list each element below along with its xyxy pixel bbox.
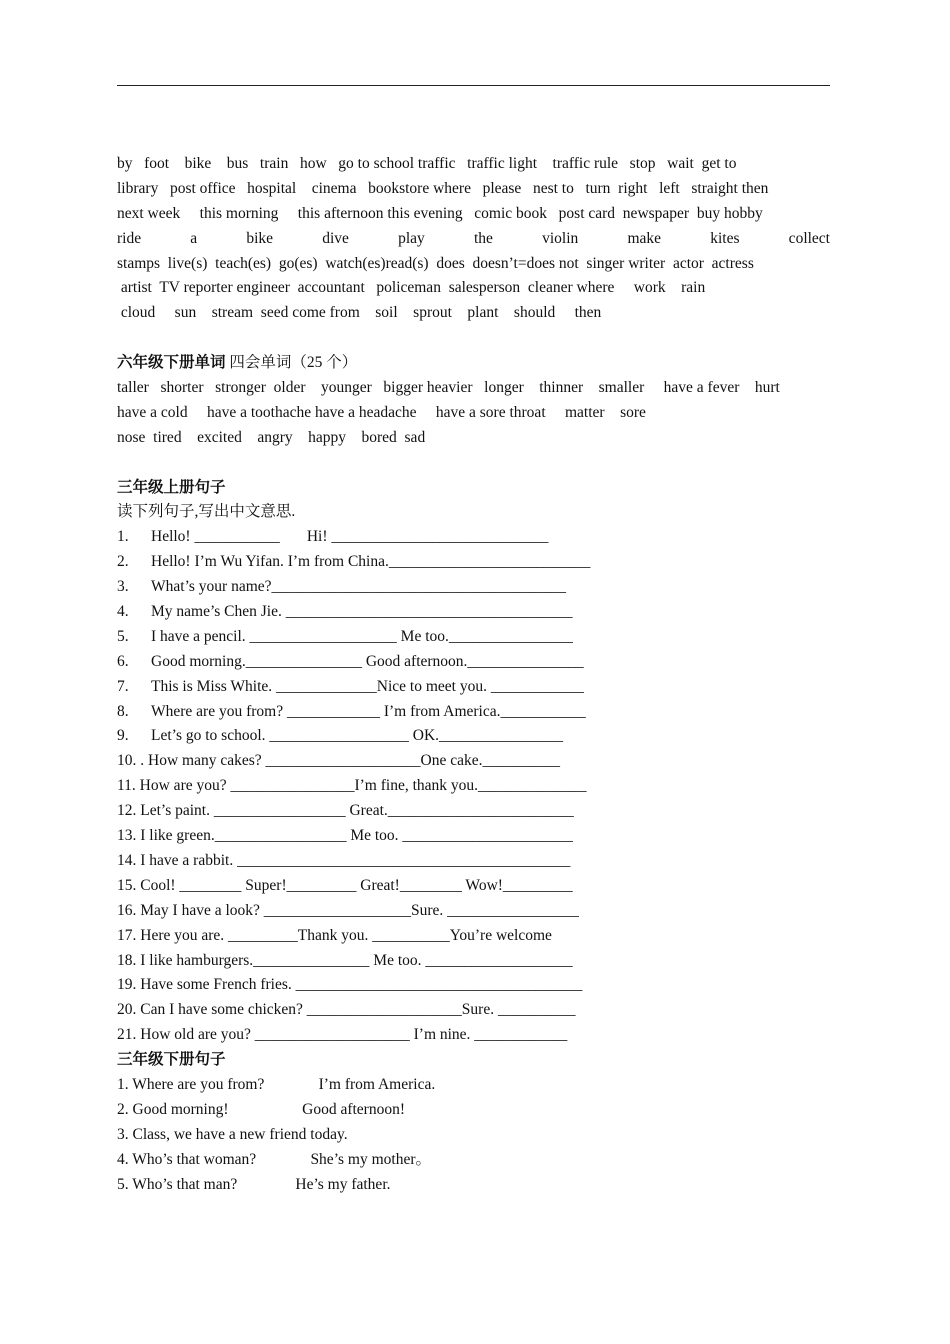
vocab-line: by foot bike bus train how go to school traffic traffic light traffic rule stop wait get to [117,155,737,172]
sentence-number: 7. [117,677,129,695]
grade3b-sentences [117,1073,830,1197]
sentence-item: 3. Class, we have a new friend today. [117,1125,348,1143]
document-body [117,152,830,1197]
sentence-number: 6. [117,652,129,670]
sentence-text: Hello! I’m Wu Yifan. I’m from China.__________________________ [151,553,591,571]
sentence-item: 19. Have some French fries. _____________________________________ [117,976,583,994]
vocab-line: library post office hospital cinema bookstore where please nest to turn right left straight then [117,179,769,197]
sentence-number: 2. [117,553,129,571]
sentence-item: 5. Who’s that man? He’s my father. [117,1175,391,1193]
vocab-line: stamps live(s) teach(es) go(es) watch(es)read(s) does doesn’t=does not singer writer actor actress [117,254,754,272]
sentence-text: Hello! ___________ Hi! ____________________________ [151,528,549,546]
sentence-item: 4. Who’s that woman? She’s my mother。 [117,1150,431,1168]
grade3a-sentences [117,525,830,1048]
sentence-item: 17. Here you are. _________Thank you. __________You’re welcome [117,926,552,944]
sentence-item: 10. . How many cakes? ____________________One cake.__________ [117,752,560,770]
sentence-text: This is Miss White. _____________Nice to meet you. ____________ [151,677,584,695]
header-rule [117,85,830,86]
sentence-item [117,525,830,550]
sentence-item [117,550,830,575]
sentence-item [117,625,830,650]
sentence-item: 1. Where are you from? I’m from America. [117,1075,436,1093]
grade6-line: nose tired excited angry happy bored sad [117,428,426,446]
sentence-text: My name’s Chen Jie. _____________________________________ [151,603,573,621]
sentence-text: Let’s go to school. __________________ OK.________________ [151,727,564,745]
sentence-item: 12. Let’s paint. _________________ Great.________________________ [117,802,574,820]
sentence-number: 4. [117,603,129,621]
sentence-number: 8. [117,702,129,720]
sentence-number: 9. [117,727,129,745]
grade3a-heading: 三年级上册句子 [117,478,226,496]
grade6-heading [117,351,830,376]
sentence-item: 13. I like green._________________ Me too. ______________________ [117,827,573,845]
sentence-item [117,650,830,675]
sentence-item [117,675,830,700]
sentence-item: 16. May I have a look? ___________________Sure. _________________ [117,901,579,919]
sentence-text: What’s your name?______________________________________ [151,578,567,596]
sentence-item [117,600,830,625]
vocab-line: ride a bike dive play the violin make kites collect [117,229,830,247]
sentence-item: 14. I have a rabbit. ___________________________________________ [117,851,571,869]
vocab-line: cloud sun stream seed come from soil sprout plant should then [117,304,602,322]
sentence-number: 5. [117,627,129,645]
sentence-number: 1. [117,528,129,546]
vocab-line: next week this morning this afternoon this evening comic book post card newspaper buy hobby [117,204,763,222]
sentence-text: Good morning._______________ Good afternoon._______________ [151,652,584,670]
sentence-item [117,724,830,749]
grade3b-heading: 三年级下册句子 [117,1051,226,1069]
sentence-text: I have a pencil. ___________________ Me too.________________ [151,627,573,645]
sentence-item [117,700,830,725]
grade6-heading-rest: 四会单词（25 个） [225,354,358,372]
sentence-item: 21. How old are you? ____________________ I’m nine. ____________ [117,1026,568,1044]
sentence-item: 11. How are you? ________________I’m fine, thank you.______________ [117,777,587,795]
sentence-item: 15. Cool! ________ Super!_________ Great!________ Wow!_________ [117,876,573,894]
sentence-item: 20. Can I have some chicken? ____________________Sure. __________ [117,1001,576,1019]
grade6-vocab-block [117,376,830,451]
sentence-text: Where are you from? ____________ I’m from America.___________ [151,702,586,720]
sentence-item: 18. I like hamburgers._______________ Me too. ___________________ [117,951,573,969]
vocab-line: artist TV reporter engineer accountant policeman salesperson cleaner where work rain [117,279,706,297]
grade3a-instruction: 读下列句子,写出中文意思. [117,503,296,521]
sentence-item: 2. Good morning! Good afternoon! [117,1100,405,1118]
grade6-line: have a cold have a toothache have a headache have a sore throat matter sore [117,403,646,421]
vocab-block [117,152,830,326]
sentence-item [117,575,830,600]
sentence-number: 3. [117,578,129,596]
grade6-line: taller shorter stronger older younger bigger heavier longer thinner smaller have a fever hurt [117,379,780,397]
grade6-heading-bold: 六年级下册单词 [117,354,226,372]
